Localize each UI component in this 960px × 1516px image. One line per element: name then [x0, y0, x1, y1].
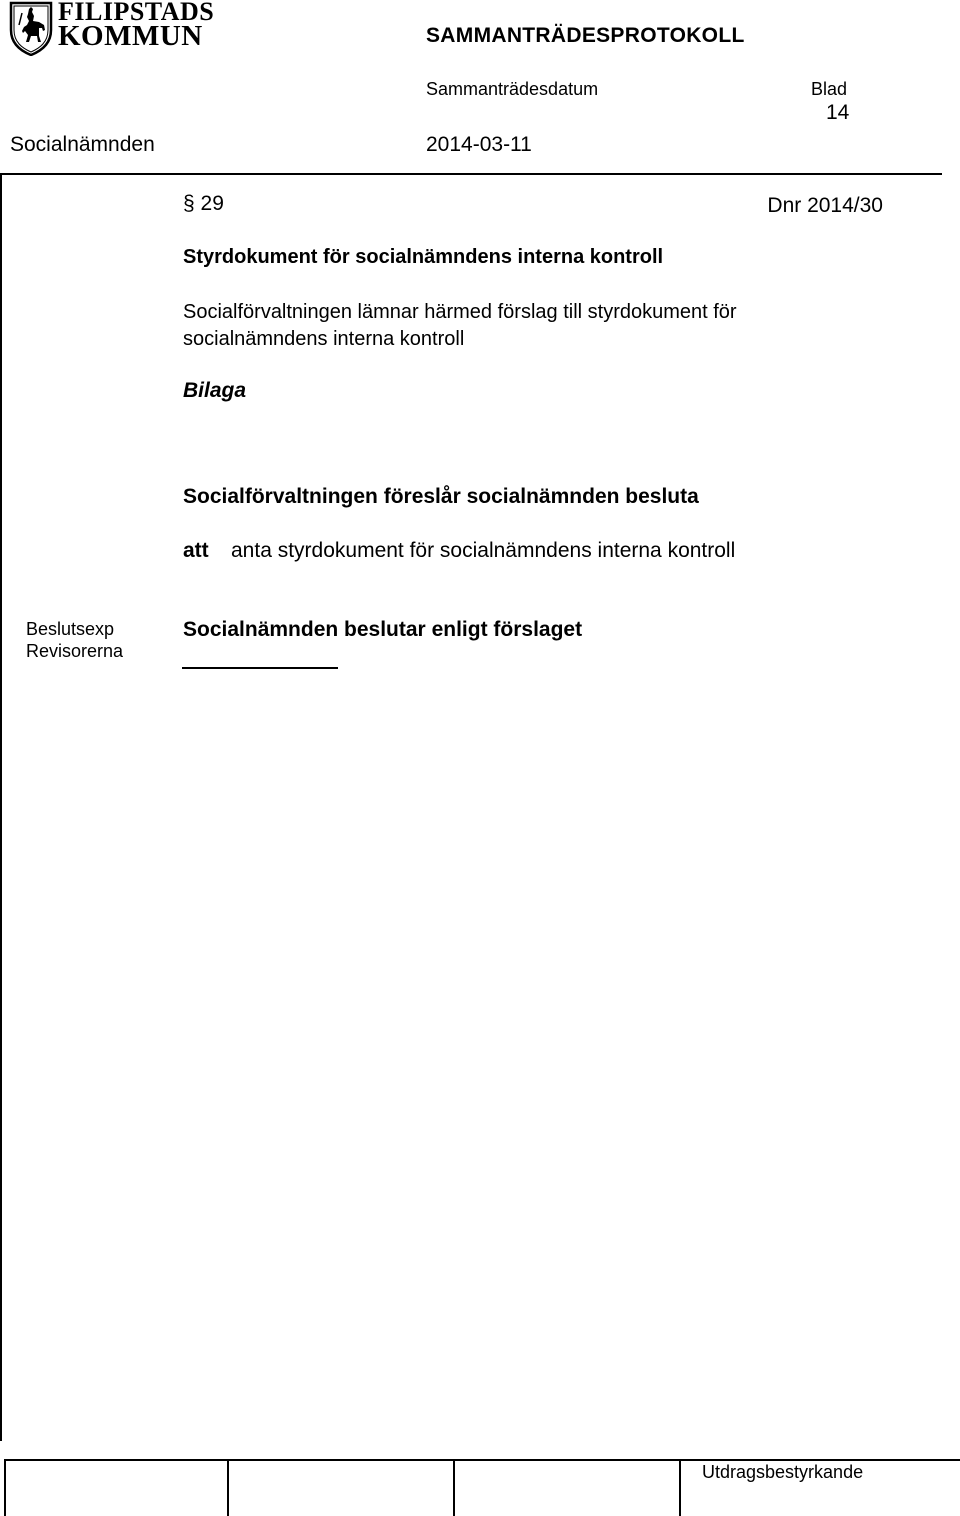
footer-rule — [4, 1459, 960, 1461]
decision-underline — [182, 667, 338, 669]
footer-signature-divider — [453, 1459, 455, 1516]
logo-line-2: KOMMUN — [58, 20, 203, 52]
meeting-date: 2014-03-11 — [426, 133, 532, 156]
item-body: Socialförvaltningen lämnar härmed förslag till styrdokument för socialnämndens interna kontroll — [183, 301, 737, 350]
footer-signature-divider — [227, 1459, 229, 1516]
municipality-logo — [8, 0, 213, 56]
paragraph-number-value: 29 — [200, 192, 224, 215]
proposal-heading: Socialförvaltningen föreslår socialnämnden besluta — [183, 485, 699, 508]
distribution-item: Revisorerna — [26, 641, 124, 661]
committee-name: Socialnämnden — [10, 133, 155, 156]
reference-number: Dnr 2014/30 — [767, 194, 883, 217]
paragraph-number — [183, 192, 224, 216]
document-title: SAMMANTRÄDESPROTOKOLL — [426, 24, 745, 47]
distribution-item: Beslutsexp — [26, 619, 115, 639]
footer-signature-divider — [4, 1459, 6, 1516]
page-number: 14 — [826, 101, 850, 124]
footer-signature-divider — [679, 1459, 681, 1516]
att-text: anta styrdokument för socialnämndens interna kontroll — [231, 539, 736, 562]
frame-top-rule — [0, 173, 942, 175]
item-heading: Styrdokument för socialnämndens interna kontroll — [183, 246, 664, 268]
meeting-date-label: Sammanträdesdatum — [426, 79, 599, 99]
logo-line-1: FILIPSTADS — [58, 0, 215, 26]
attachment-label: Bilaga — [183, 379, 247, 402]
certification-label: Utdragsbestyrkande — [702, 1462, 864, 1482]
frame-left-rule — [0, 173, 2, 1441]
paragraph-sign: § — [183, 192, 195, 215]
page-label: Blad — [811, 79, 848, 99]
coat-of-arms-icon — [8, 0, 54, 56]
att-label: att — [183, 539, 209, 562]
decision-text: Socialnämnden beslutar enligt förslaget — [183, 618, 583, 641]
